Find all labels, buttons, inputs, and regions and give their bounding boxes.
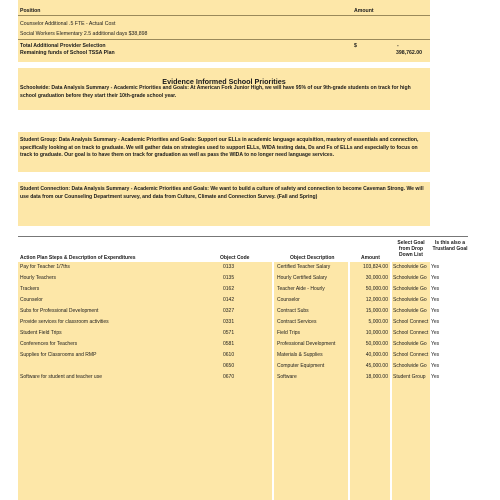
row-object-desc: Computer Equipment: [277, 363, 325, 369]
row-goal: School Connect: [393, 352, 429, 358]
row-amount: 50,000.00: [365, 286, 388, 292]
amount-header: Amount: [354, 8, 374, 14]
row-goal: Schoolwide Go: [393, 286, 427, 292]
row-object-desc: Certified Teacher Salary: [277, 264, 331, 270]
row-action: Provide services for classroom activities: [20, 319, 109, 325]
row-goal: School Connect: [393, 330, 429, 336]
header-divider: [18, 15, 430, 16]
schoolwide-text: Schoolwide: Data Analysis Summary - Academic Priorities and Goals: At American Fork Junior High, we will have 95% of our 9th-grade students on track for high school graduation before they start their 10th-grade school year.: [20, 85, 411, 99]
table-top-border: [18, 236, 468, 237]
row-object-desc: Hourly Certified Salary: [277, 275, 328, 281]
row-goal: Schoolwide Go: [393, 264, 427, 270]
schoolwide-section: [18, 68, 430, 110]
remaining-value: 398,762.00: [396, 50, 422, 56]
row-amount: 12,000.00: [365, 297, 388, 303]
row-amount: 18,000.00: [365, 374, 388, 380]
row-action: Student Field Trips: [20, 330, 62, 336]
row-object-code: 0650: [223, 363, 235, 369]
provider-row-2: Social Workers Elementary 2.5 additional days $38,898: [20, 31, 148, 37]
student-connection-text: Student Connection: Data Analysis Summary - Academic Priorities and Goals: We want to build a culture of safety and connection to become Caveman Strong. We will use data from our Counseling Department survey, and data from Culture, Climate and Connection Survey. (Fall and Spring): [20, 186, 424, 200]
row-trustland: Yes: [431, 308, 440, 314]
row-amount: 45,000.00: [365, 363, 388, 369]
row-action: Hourly Teachers: [20, 275, 57, 281]
row-object-code: 0610: [223, 352, 235, 358]
row-trustland: Yes: [431, 363, 440, 369]
row-action: Counselor: [20, 297, 43, 303]
header-object-desc: Object Description: [290, 255, 335, 261]
row-amount: 5,000.00: [368, 319, 388, 325]
priorities-title: Evidence Informed School Priorities: [162, 77, 286, 86]
row-object-code: 0133: [223, 264, 235, 270]
row-goal: Schoolwide Go: [393, 308, 427, 314]
header-trustland: Is this also a Trustland Goal: [432, 240, 468, 252]
row-object-desc: Materials & Supplies: [277, 352, 323, 358]
total-value: -: [397, 43, 399, 49]
row-trustland: Yes: [431, 297, 440, 303]
row-goal: School Connect: [393, 319, 429, 325]
row-amount: 10,000.00: [365, 330, 388, 336]
row-object-code: 0581: [223, 341, 235, 347]
row-divider: [18, 39, 430, 40]
row-action: Conferences for Teachers: [20, 341, 78, 347]
row-amount: 40,000.00: [365, 352, 388, 358]
row-trustland: Yes: [431, 330, 440, 336]
header-amount: Amount: [361, 255, 380, 261]
row-trustland: Yes: [431, 319, 440, 325]
row-object-desc: Field Trips: [277, 330, 301, 336]
row-amount: 15,000.00: [365, 308, 388, 314]
row-goal: Schoolwide Go: [393, 297, 427, 303]
student-group-section: [18, 132, 430, 172]
row-amount: 103,824.00: [362, 264, 388, 270]
row-amount: 30,000.00: [365, 275, 388, 281]
row-object-code: 0142: [223, 297, 235, 303]
student-group-text: Student Group: Data Analysis Summary - Academic Priorities and Goals: Support our ELLs in academic language acquisition, mastery of essentials and connection, specifically looking at on track to graduate. We will gather data on strategies used to support ELLs, WIDA testing data, Ds and Fs of ELLs and especially to focus on track to graduate. Our goal is to have them on track for graduation as well as pass the WIDA to no longer need language services.: [20, 137, 419, 159]
row-object-desc: Professional Development: [277, 341, 336, 347]
provider-selection-block: [18, 0, 430, 62]
row-goal: Schoolwide Go: [393, 341, 427, 347]
row-object-code: 0135: [223, 275, 235, 281]
row-goal: Student Group: [393, 374, 426, 380]
row-object-desc: Counselor: [277, 297, 300, 303]
row-goal: Schoolwide Go: [393, 363, 427, 369]
row-action: Subs for Professional Development: [20, 308, 99, 314]
row-action: Software for student and teacher use: [20, 374, 102, 380]
row-object-desc: Software: [277, 374, 297, 380]
row-object-desc: Contract Services: [277, 319, 317, 325]
header-object-code: Object Code: [220, 255, 250, 261]
row-trustland: Yes: [431, 286, 440, 292]
provider-row-1: Counselor Additional .5 FTE - Actual Cost: [20, 21, 116, 27]
row-trustland: Yes: [431, 374, 440, 380]
remaining-label: Remaining funds of School TSSA Plan: [20, 50, 115, 56]
row-object-code: 0571: [223, 330, 235, 336]
row-trustland: Yes: [431, 275, 440, 281]
total-currency: $: [354, 43, 357, 49]
row-trustland: Yes: [431, 352, 440, 358]
row-action: Supplies for Classrooms and RMP: [20, 352, 97, 358]
row-object-desc: Contract Subs: [277, 308, 309, 314]
position-header: Position: [20, 8, 41, 14]
row-object-code: 0327: [223, 308, 235, 314]
header-action: Action Plan Steps & Description of Expenditures: [20, 255, 136, 261]
row-object-code: 0331: [223, 319, 235, 325]
row-trustland: Yes: [431, 264, 440, 270]
row-amount: 50,000.00: [365, 341, 388, 347]
row-trustland: Yes: [431, 341, 440, 347]
row-goal: Schoolwide Go: [393, 275, 427, 281]
row-object-code: 0670: [223, 374, 235, 380]
row-object-desc: Teacher Aide - Hourly: [277, 286, 325, 292]
row-action: Trackers: [20, 286, 40, 292]
student-connection-section: [18, 182, 430, 226]
row-action: Pay for Teacher 1/7ths: [20, 264, 70, 270]
total-label: Total Additional Provider Selection: [20, 43, 106, 49]
row-object-code: 0162: [223, 286, 235, 292]
header-goal: Select Goal from Drop Down List: [397, 240, 425, 258]
